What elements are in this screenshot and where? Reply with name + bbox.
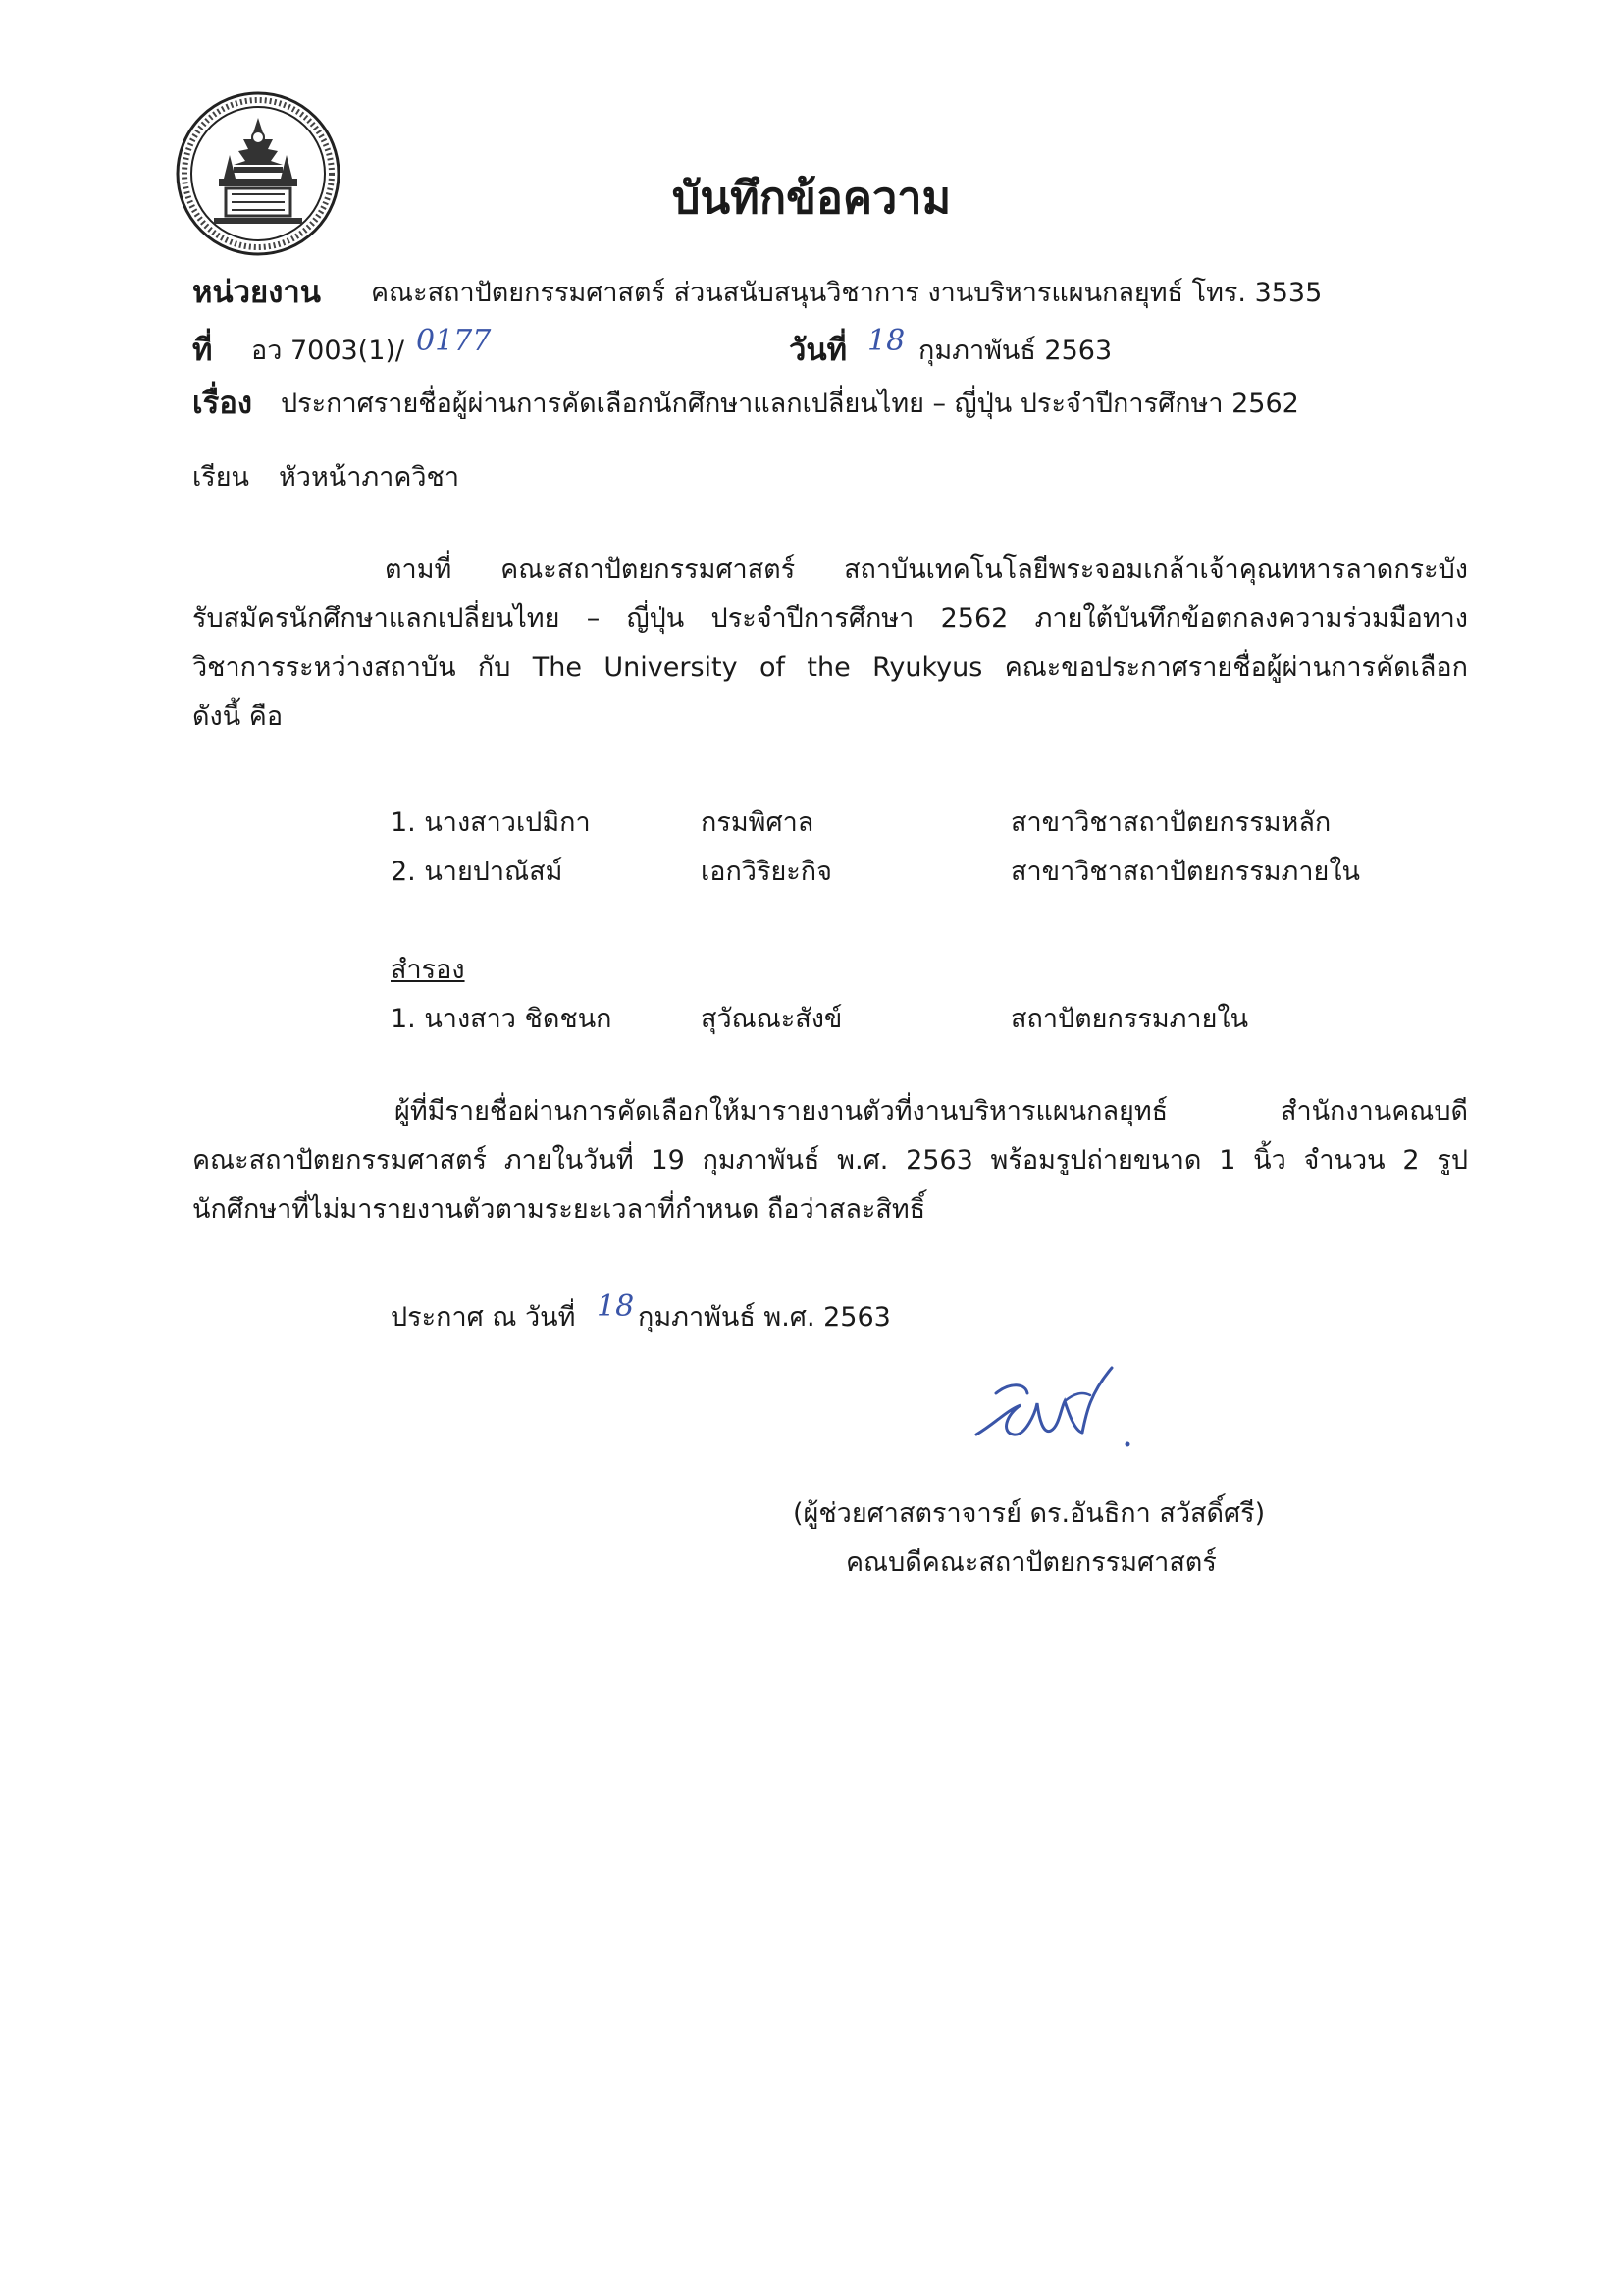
date-label: วันที่: [789, 333, 848, 368]
paragraph-intro-line: รับสมัครนักศึกษาแลกเปลี่ยนไทย – ญี่ปุ่น ประจำปีการศึกษา 2562 ภายใต้บันทึกข้อตกลงความร่วมมือทาง: [192, 603, 1468, 634]
paragraph-intro: [192, 546, 1468, 742]
paragraph-instructions-line: นักศึกษาที่ไม่มารายงานตัวตามระยะเวลาที่กำหนด ถือว่าสละสิทธิ์: [192, 1194, 926, 1225]
reserve-surname: สุวัณณะสังข์: [701, 1004, 843, 1034]
reserve-heading: สำรอง: [391, 955, 465, 985]
handwritten-signature-icon: [967, 1354, 1143, 1472]
reserve-name: 1. นางสาว ชิดชนก: [391, 1004, 612, 1034]
selected-name: 1. นางสาวเปมิกา: [391, 808, 591, 838]
document-title: บันทึกข้อความ: [671, 172, 952, 224]
addressee-value: หัวหน้าภาควิชา: [279, 462, 460, 493]
paragraph-intro-line: ตามที่ คณะสถาปัตยกรรมศาสตร์ สถาบันเทคโนโลยีพระจอมเกล้าเจ้าคุณทหารลาดกระบัง: [385, 554, 1468, 585]
paragraph-instructions-line: คณะสถาปัตยกรรมศาสตร์ ภายในวันที่ 19 กุมภาพันธ์ พ.ศ. 2563 พร้อมรูปถ่ายขนาด 1 นิ้ว จำนวน 2 รูป: [192, 1145, 1468, 1175]
paragraph-intro-line: วิชาการระหว่างสถาบัน กับ The University of the Ryukyus คณะขอประกาศรายชื่อผู้ผ่านการคัดเลือก: [192, 652, 1468, 683]
announce-day-handwritten: 18: [597, 1289, 635, 1324]
addressee-label: เรียน: [192, 462, 250, 493]
selected-surname: กรมพิศาล: [701, 808, 814, 838]
paragraph-instructions: [192, 1087, 1468, 1234]
selected-major: สาขาวิชาสถาปัตยกรรมหลัก: [1011, 808, 1332, 838]
signatory-name: (ผู้ช่วยศาสตราจารย์ ดร.อันธิกา สวัสดิ์ศรี): [793, 1498, 1266, 1529]
subject-label: เรื่อง: [192, 386, 253, 421]
signatory-position: คณบดีคณะสถาปัตยกรรมศาสตร์: [846, 1547, 1217, 1578]
selected-name: 2. นายปาณัสม์: [391, 857, 563, 887]
department-value: คณะสถาปัตยกรรมศาสตร์ ส่วนสนับสนุนวิชาการ งานบริหารแผนกลยุทธ์ โทร. 3535: [371, 278, 1323, 308]
reference-number-handwritten: 0177: [416, 324, 492, 358]
selected-surname: เอกวิริยะกิจ: [701, 857, 832, 887]
paragraph-instructions-line: ผู้ที่มีรายชื่อผ่านการคัดเลือกให้มารายงานตัวที่งานบริหารแผนกลยุทธ์ สำนักงานคณบดี: [394, 1096, 1468, 1126]
paragraph-intro-line: ดังนี้ คือ: [192, 702, 284, 732]
announce-prefix: ประกาศ ณ วันที่: [391, 1302, 576, 1332]
reference-label: ที่: [192, 333, 213, 368]
date-day-handwritten: 18: [867, 324, 906, 358]
department-label: หน่วยงาน: [192, 275, 321, 310]
selected-major: สาขาวิชาสถาปัตยกรรมภายใน: [1011, 857, 1360, 887]
announce-suffix: กุมภาพันธ์ พ.ศ. 2563: [638, 1302, 891, 1332]
date-value: กุมภาพันธ์ 2563: [918, 336, 1113, 366]
reserve-major: สถาปัตยกรรมภายใน: [1011, 1004, 1249, 1034]
subject-value: ประกาศรายชื่อผู้ผ่านการคัดเลือกนักศึกษาแลกเปลี่ยนไทย – ญี่ปุ่น ประจำปีการศึกษา 2562: [281, 389, 1299, 419]
reference-value: อว 7003(1)/: [251, 336, 405, 366]
